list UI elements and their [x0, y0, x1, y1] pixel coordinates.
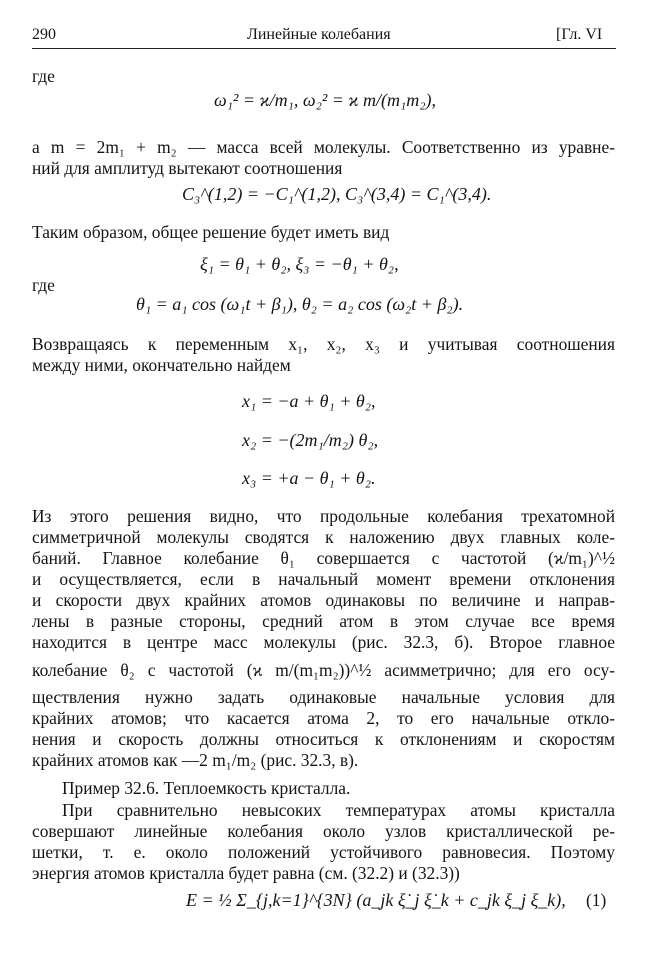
text-line: симметричной молекулы сводятся к наложению двух главных коле-: [32, 527, 615, 547]
equation-x3: x₃ = +a − θ₁ + θ₂.: [242, 468, 376, 488]
text-line: где: [32, 66, 55, 86]
text-line: Таким образом, общее решение будет иметь вид: [32, 222, 390, 242]
equation-theta: θ₁ = a₁ cos (ω₁t + β₁), θ₂ = a₂ cos (ω₂t + β₂).: [136, 294, 464, 314]
example-heading: Пример 32.6. Теплоемкость кристалла.: [62, 778, 351, 798]
text-line: колебание θ₂ с частотой (ϰ m/(m₁m₂))^½ асимметрично; для его осу-: [32, 660, 615, 680]
text-line: между ними, окончательно найдем: [32, 355, 291, 375]
page-number: 290: [32, 26, 56, 43]
text-line: крайних атомов; что касается атома 2, то его начальные откло-: [32, 708, 615, 728]
equation-omega: ω₁² = ϰ/m₁, ω₂² = ϰ m/(m₁m₂),: [214, 90, 437, 110]
text-line: баний. Главное колебание θ₁ совершается с частотой (ϰ/m₁)^½: [32, 548, 615, 568]
text-line: Из этого решения видно, что продольные колебания трехатомной: [32, 506, 615, 526]
text-line: где: [32, 275, 55, 295]
text-line: нения и скорость должны относиться к отклонениям и скоростям: [32, 729, 615, 749]
text-line: крайних атомов как —2 m₁/m₂ (рис. 32.3, в).: [32, 750, 359, 770]
text-line: шетки, т. е. около положений устойчивого равновесия. Поэтому: [32, 842, 615, 862]
chapter-label: [Гл. VI: [556, 26, 603, 43]
text-line: При сравнительно невысоких температурах атомы кристалла: [62, 800, 615, 820]
text-line: а m = 2m₁ + m₂ — масса всей молекулы. Соответственно из уравне-: [32, 137, 615, 157]
equation-amplitudes: C₃^(1,2) = −C₁^(1,2), C₃^(3,4) = C₁^(3,4).: [182, 184, 492, 204]
text-line: ний для амплитуд вытекают соотношения: [32, 158, 343, 178]
equation-energy: E = ½ Σ_{j,k=1}^{3N} (a_jk ξ̇_j ξ̇_k + c_jk ξ_j ξ_k),: [186, 890, 566, 910]
running-title: Линейные колебания: [247, 26, 391, 43]
header-rule: [32, 48, 616, 49]
text-line: и скорости двух крайних атомов одинаковы по величине и направ-: [32, 590, 615, 610]
text-line: лены в разные стороны, средний атом в этом случае все время: [32, 611, 615, 631]
text-line: и осуществляется, если в начальный момент времени отклонения: [32, 569, 615, 589]
text-line: ществления нужно задать одинаковые начальные условия для: [32, 687, 615, 707]
equation-general-solution: ξ₁ = θ₁ + θ₂, ξ₃ = −θ₁ + θ₂,: [200, 254, 399, 274]
equation-x1: x₁ = −a + θ₁ + θ₂,: [242, 391, 376, 411]
text-line: энергия атомов кристалла будет равна (см. (32.2) и (32.3)): [32, 863, 460, 883]
equation-number: (1): [586, 890, 607, 910]
text-line: находится в центре масс молекулы (рис. 32.3, б). Второе главное: [32, 632, 615, 652]
text-line: совершают линейные колебания около узлов кристаллической ре-: [32, 821, 615, 841]
text-line: Возвращаясь к переменным x₁, x₂, x₃ и учитывая соотношения: [32, 334, 615, 354]
equation-x2: x₂ = −(2m₁/m₂) θ₂,: [242, 430, 379, 450]
